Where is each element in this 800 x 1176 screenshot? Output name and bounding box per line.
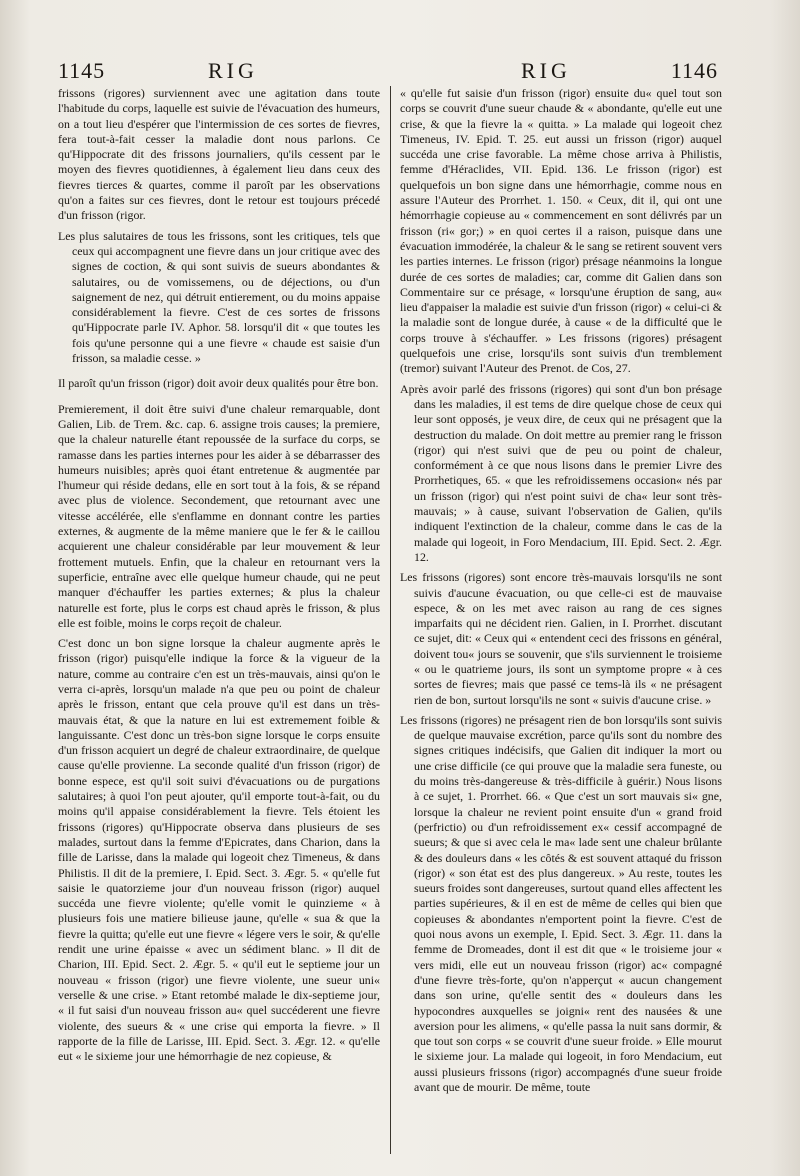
page-number-right: 1146 — [670, 58, 718, 83]
paragraph: C'est donc un bon signe lorsque la chaleur augmente après le frisson (rigor) puisqu'elle indique la force & la vigueur de la nature, comme au contraire c'en est un très-mauvais, ainsi qu'on le verra ci-après, lorsqu'un malade n'a que peu ou point de chaleur après le frisson, entant que cela prouve qu'il est dans un très-mauvais état, & que la nature en lui est extremement foible & languissante. C'est donc un très-bon signe lorsque le corps ensuite d'un frisson acquiert un degré de chaleur extraordinaire, de quelque cause qu'elle provienne. La seconde qualité d'un frisson (rigor) de bonne espece, est qu'il soit suivi d'évacuations ou de purgations salutaires; à quoi l'on peut ajouter, qu'il emporte tout-à-fait, ou du moins qu'il appaise considérablement la fievre. Tels étoient les frissons (rigores) qu'Hippocrate observa dans plusieurs de ses malades, surtout dans la femme d'Epicrates, dans Charion, dans la fille de Larisse, dans la malade qui logeoit chez Timeneus, & dans Philistis. Il dit de la premiere, I. Epid. Sect. 3. Ægr. 5. « qu'elle fut saisie le quatorzieme jour d'un nouveau frisson (rigor) auquel succéda une fievre violente; qu'elle vomit le quinzieme « à plusieurs fois une matiere bilieuse jaune, qu'elle « sua & que la fievre la quitta; qu'elle eut une fievre « légere vers le soir, & qu'elle rendit une urine épaisse « avec un sédiment blanc. » Il dit de Charion, III. Epid. Sect. 2. Ægr. 5. « qu'il eut le septieme jour un nouveau « frisson (rigor) une fievre violente, une sueur uni« verselle & une crise. » Etant retombé malade le dix-septieme jour, « il fut saisi d'un nouveau frisson au« quel succéderent une fievre violente, des sueurs & « une crise qui emporta la fievre. » Il rapporte de la fille de Larisse, III. Epid. Sect. 3. Ægr. 12. « qu'elle eut « le sixieme jour une hémorrhagie de nez copieuse, & — [58, 636, 380, 1064]
paragraph: frissons (rigores) surviennent avec une agitation dans toute l'habitude du corps, laquelle est suivie de l'évacuation des humeurs, on a tout lieu d'espérer que l'intermission de ces sortes de fievres, fera tout-à-fait cesser la maladie dont nous parlons. Ce qu'Hippocrate dit des frissons journaliers, qu'ils cessent par le moyen des fievres quotidiennes, à également lieu dans ceux des fievres tierces & quartes, comme il paroît par les observations qu'on a faites sur ces fievres, dont le retour est toujours précedé d'un frisson (rigor. — [58, 86, 380, 223]
paragraph: Les plus salutaires de tous les frissons, sont les critiques, tels que ceux qui accompagnent une fievre dans un jour critique avec des signes de coction, & qui sont suivis de sueurs abondantes & salutaires, ou de vomissemens, ou de déjections, ou d'un saignement de nez, qui détruit entierement, ou du moins appaise considérablement la fievre. C'est de ces sortes de frissons qu'Hippocrate parle IV. Aphor. 58. lorsqu'il dit « que toutes les fois qu'une personne qui a une fievre « chaude est saisie d'un frisson, sa maladie cesse. » — [58, 228, 380, 366]
paragraph: Il paroît qu'un frisson (rigor) doit avoir deux qualités pour être bon. — [58, 376, 379, 391]
page-number-left: 1145 — [58, 58, 106, 83]
paragraph: « qu'elle fut saisie d'un frisson (rigor) ensuite du« quel tout son corps se couvrit d'une sueur chaude & « abondante, qu'elle eut une crise, & que la fievre la « quitta. » La malade qui logeoit chez Timeneus, IV. Epid. T. 25. eut aussi un frisson (rigor) auquel succéda une crise favorable. La même chose arriva à Philistis, femme d'Héraclides, VII. Epid. 136. Le frisson (rigor) est quelquefois un bon signe dans une hémorrhagie, comme nous en assure l'Auteur des Prorrhet. 1. 150. « Ceux, dit il, qui ont une hémorrhagie copieuse au « commencement en sont délivrés par un frisson (ri« gor;) » en quoi certes il a raison, puisque dans une évacuation immodérée, la chaleur & le sang se retirent souvent vers les parties internes. Le frisson (rigor) présage néanmoins la longue durée de ces sortes de maladies; car, comme dit Galien dans son Commentaire sur ce présage, « lorsqu'une éruption de sang, au« lieu d'appaiser la maladie est suivie d'un frisson (rigor) « celui-ci & la maladie sont de longue durée, à cause « de la difficulté que le corps trouve à s'échauffer. » Les frissons (rigores) présagent quelquefois une crise, lorsqu'ils sont suivis d'un tremblement (tremor) suivant l'Auteur des Prenot. de Cos, 27. — [400, 86, 722, 376]
page-header — [58, 58, 718, 84]
left-column — [58, 86, 380, 1166]
paragraph: Premierement, il doit être suivi d'une chaleur remarquable, dont Galien, Lib. de Trem. &c. cap. 6. assigne trois causes; la premiere, que la chaleur naturelle étant repoussée de la surface du corps, se ramasse dans les parties internes pour les aider à se débarrasser des humeurs nuisibles; après quoi étant entretenue & augmentée par l'humeur qui réside dedans, elle en sort tout à la fois, & se répand avec plus de violence. Secondement, que retournant avec une vitesse accélérée, elle s'enflamme en donnant contre les parties externes, & augmente de la même maniere que le fer & le caillou acquierent une chaleur considérable par leur mouvement & leur frottement mutuels. Enfin, que la chaleur en retournant vers la superficie, entraîne avec elle quelque humeur chaude, qui ne peut manquer d'échauffer les parties externes; & plus la chaleur naturelle est forte, plus le corps est chaud après le frisson, & plus elle est foible, moins le corps reçoit de chaleur. — [58, 401, 380, 630]
running-head-right: RIG — [521, 58, 571, 83]
right-column — [400, 86, 722, 1166]
paragraph: Les frissons (rigores) ne présagent rien de bon lorsqu'ils sont suivis de quelque mauvaise excrétion, parce qu'ils sont du nombre des signes critiques indécisifs, que Galien dit indiquer la mort ou une crise difficile (ce qui prouve que la maladie sera funeste, ou du moins très-dangereuse & très-difficile à guérir.) Nous lisons à ce sujet, 1. Prorrhet. 66. « Que c'est un sort mauvais si« gne, lorsque la chaleur ne revient point ensuite d'un « grand froid (perfrictio) ou d'un refroidissement ex« cessif accompagné de sueurs; & que si avec cela le ma« lade sent une chaleur brûlante & des douleurs dans « les côtés & est souvent attaqué du frisson (rigor) « son état est des plus dangereux. » Au reste, toutes les sueurs froides sont dangereuses, surtout quand elles affectent les parties supérieures, & il en est de même de celles qui bien que copieuses & abondantes n'emportent point la fievre. C'est de quoi nous avons un exemple, I. Epid. Sect. 3. Ægr. 11. dans la femme de Dromeades, dont il est dit que « le troisieme jour « vers midi, elle eut un nouveau frisson (rigor) ac« compagné d'une fievre très-forte, qu'on n'apperçut « aucun changement dans son urine, qu'elle sentit des « douleurs dans les hypocondres auxquelles se joigni« rent des nausées & une aversion pour les alimens, « qu'elle passa la nuit sans dormir, & que tout son corps « se couvrit d'une sueur froide. » Elle mourut le sixieme jour. La malade qui logeoit, in foro Mendacium, eut aussi plusieurs frissons (rigor) accompagnés d'une sueur froide avant que de mourir. De même, toute — [400, 712, 722, 1094]
paragraph: Après avoir parlé des frissons (rigores) qui sont d'un bon présage dans les maladies, il est tems de dire quelque chose de ceux qui leur sont opposés, je veux dire, de ceux qui ne présagent que la destruction du malade. On doit mettre au premier rang le frisson (rigor) qui n'est suivi que de peu ou point de chaleur, conformément à ce que nous lisons dans le premier Livre des Prorrhetiques, 65. « que les refroidissemens occasion« nés par un frisson (rigor) qui n'est point suivi de cha« leur sont très-mauvais; » à cause, suivant l'observation de Galien, qu'ils indiquent l'extinction de la chaleur, comme dans le cas de la malade qui logeoit, in Foro Mendacium, III. Epid. Sect. 2. Ægr. 12. — [400, 381, 722, 564]
running-head-left: RIG — [208, 58, 258, 83]
column-divider — [390, 86, 391, 1154]
paragraph: Les frissons (rigores) sont encore très-mauvais lorsqu'ils ne sont suivis d'aucune évacuation, ou que celle-ci est de mauvaise espece, & on les met avec raison au rang de ces signes imparfaits qui ne décident rien. Galien, in I. Prorrhet. discutant ce sujet, dit: « Ceux qui « entendent ceci des frissons en général, doivent tou« jours se souvenir, que s'ils surviennent le troisieme « ou le quatrieme jours, ils sont un symptome propre « à ces sortes de fievres; mais que passé ce tems-là ils « ne présagent rien de bon, surtout lorsqu'ils ne sont « suivis d'aucune crise. » — [400, 570, 722, 707]
